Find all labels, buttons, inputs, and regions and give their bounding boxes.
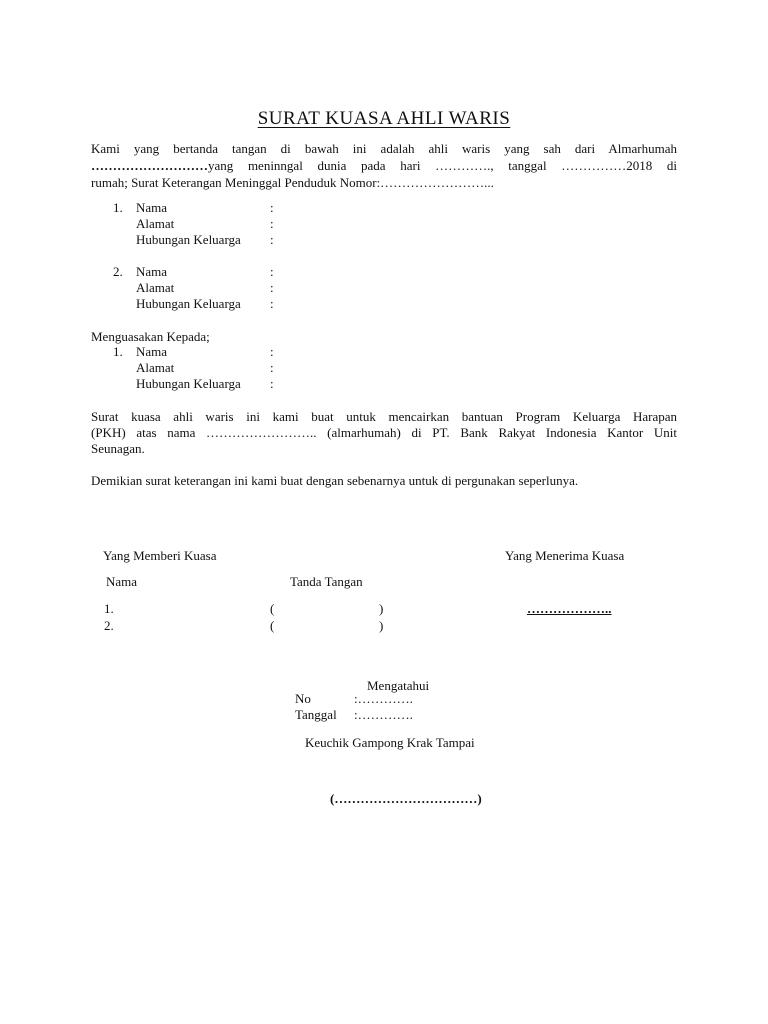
heir-2-number: 2. [113, 264, 123, 279]
recipient-heading: Menguasakan Kepada; [91, 329, 210, 344]
heir-1-address-label: Alamat [136, 216, 175, 231]
signature-row-2-close-paren: ) [379, 618, 384, 633]
heir-1-name-colon: : [270, 200, 274, 215]
ack-date-label: Tanggal [295, 707, 337, 722]
intro-line-3: rumah; Surat Keterangan Meninggal Penduduk Nomor:……………………... [91, 175, 494, 190]
heir-1-number: 1. [113, 200, 123, 215]
recipient-1-name-label: Nama [136, 344, 168, 359]
receiver-signature-dots: ……………….. [527, 601, 612, 616]
heir-2-relation-label: Hubungan Keluarga [136, 296, 241, 311]
heir-1-name-label: Nama [136, 200, 168, 215]
heir-2-relation-colon: : [270, 296, 274, 311]
village-head-signature-line: (……………………………) [330, 791, 482, 806]
signature-row-1-open-paren: ( [270, 601, 275, 616]
signature-row-2-open-paren: ( [270, 618, 275, 633]
signature-row-1-close-paren: ) [379, 601, 384, 616]
receiver-label: Yang Menerima Kuasa [505, 548, 625, 563]
name-column-header: Nama [106, 574, 138, 589]
recipient-1-name-colon: : [270, 344, 274, 359]
ack-date-value: :…………. [354, 707, 413, 722]
recipient-1-number: 1. [113, 344, 123, 359]
closing-statement: Demikian surat keterangan ini kami buat dengan sebenarnya untuk di pergunakan seperlunya. [91, 473, 579, 488]
heir-1-address-colon: : [270, 216, 274, 231]
ack-no-value: :…………. [354, 691, 413, 706]
village-head-title: Keuchik Gampong Krak Tampai [305, 735, 475, 750]
heir-2-name-colon: : [270, 264, 274, 279]
purpose-line-3: Seunagan. [91, 441, 145, 456]
intro-line-2 [91, 158, 677, 174]
intro-line-1: Kami yang bertanda tangan di bawah ini adalah ahli waris yang sah dari Almarhumah [91, 141, 677, 156]
ack-no-label: No [295, 691, 311, 706]
recipient-1-address-colon: : [270, 360, 274, 375]
document-title: SURAT KUASA AHLI WARIS [257, 108, 511, 129]
signature-row-2-number: 2. [104, 618, 114, 633]
recipient-1-address-label: Alamat [136, 360, 175, 375]
intro-name-dots: ……………………… [91, 158, 208, 173]
intro-line-2-text: yang meninngal dunia pada hari …………., tanggal ……………2018 di [208, 158, 677, 173]
heir-2-name-label: Nama [136, 264, 168, 279]
recipient-1-relation-colon: : [270, 376, 274, 391]
signature-column-header: Tanda Tangan [290, 574, 363, 589]
recipient-1-relation-label: Hubungan Keluarga [136, 376, 241, 391]
heir-2-address-label: Alamat [136, 280, 175, 295]
heir-1-relation-colon: : [270, 232, 274, 247]
giver-label: Yang Memberi Kuasa [103, 548, 217, 563]
purpose-line-2: (PKH) atas nama …………………….. (almarhumah) di PT. Bank Rakyat Indonesia Kantor Unit [91, 425, 677, 440]
purpose-line-1: Surat kuasa ahli waris ini kami buat untuk mencairkan bantuan Program Keluarga Harapan [91, 409, 677, 424]
heir-2-address-colon: : [270, 280, 274, 295]
heir-1-relation-label: Hubungan Keluarga [136, 232, 241, 247]
acknowledgement-heading: Mengatahui [367, 678, 430, 693]
signature-row-1-number: 1. [104, 601, 114, 616]
